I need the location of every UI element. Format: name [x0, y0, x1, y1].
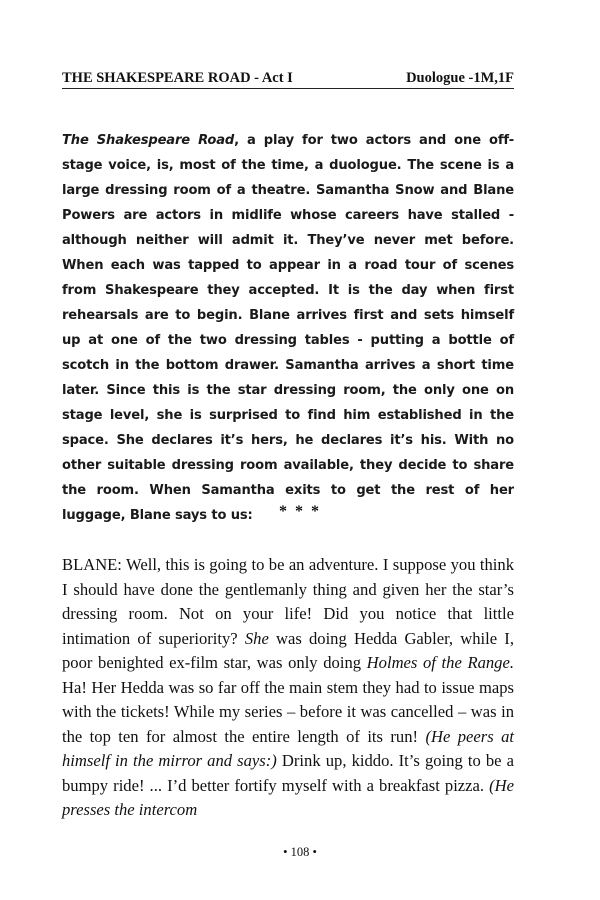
dialogue-text-2: was doing Hedda Gabler, while I, poor benighted ex-film star, was only doing	[62, 628, 514, 672]
stage-direction-2: (He presses the intercom	[62, 775, 514, 819]
dialogue-text-4: Drink up, kiddo. It’s going to be a bumpy ride! ... I’d better fortify myself with a breakfast pizza.	[62, 751, 514, 795]
intro-play-title: The Shakespeare Road	[62, 133, 235, 148]
dialogue-emphasis: She	[244, 628, 269, 648]
dialogue-text-1: BLANE: Well, this is going to be an adventure. I suppose you think I should have done the gentlemanly thing and given her the star’s dressing room. Not on your life! Did you notice that little intimation of superiority?	[62, 555, 514, 648]
running-header	[62, 70, 514, 89]
header-play-type: Duologue -1M,1F	[406, 70, 514, 86]
header-title: THE SHAKESPEARE ROAD - Act I	[62, 70, 293, 86]
intro-paragraph	[62, 128, 514, 528]
intro-text: , a play for two actors and one off-stage voice, is, most of the time, a duologue. The scene is a large dressing room of a theatre. Samantha Snow and Blane Powers are actors in midlife whose careers have stalled - although neither will admit it. They’ve never met before. When each was tapped to appear in a road tour of scenes from Shakespeare they accepted. It is the day when first rehearsals are to begin. Blane arrives first and sets himself up at one of the two dressing tables - putting a bottle of scotch in the bottom drawer. Samantha arrives a short time later. Since this is the star dressing room, the only one on stage level, she is surprised to find him established in the space. She declares it’s hers, he declares it’s his. With no other suitable dressing room available, they decide to share the room. When Samantha exits to get the rest of her luggage, Blane says to us:	[62, 133, 514, 523]
dialogue-show-title: Holmes of the Range.	[366, 653, 514, 672]
page-number: • 108 •	[283, 845, 317, 859]
section-divider: * * *	[279, 503, 321, 520]
dialogue-paragraph	[62, 553, 514, 823]
dialogue-text-3: Ha! Her Hedda was so far off the main stem they had to issue maps with the tickets! While my series – before it was cancelled – was in the top ten for almost the entire length of its run!	[62, 677, 514, 746]
stage-direction-1: (He peers at himself in the mirror and says:)	[62, 726, 514, 770]
